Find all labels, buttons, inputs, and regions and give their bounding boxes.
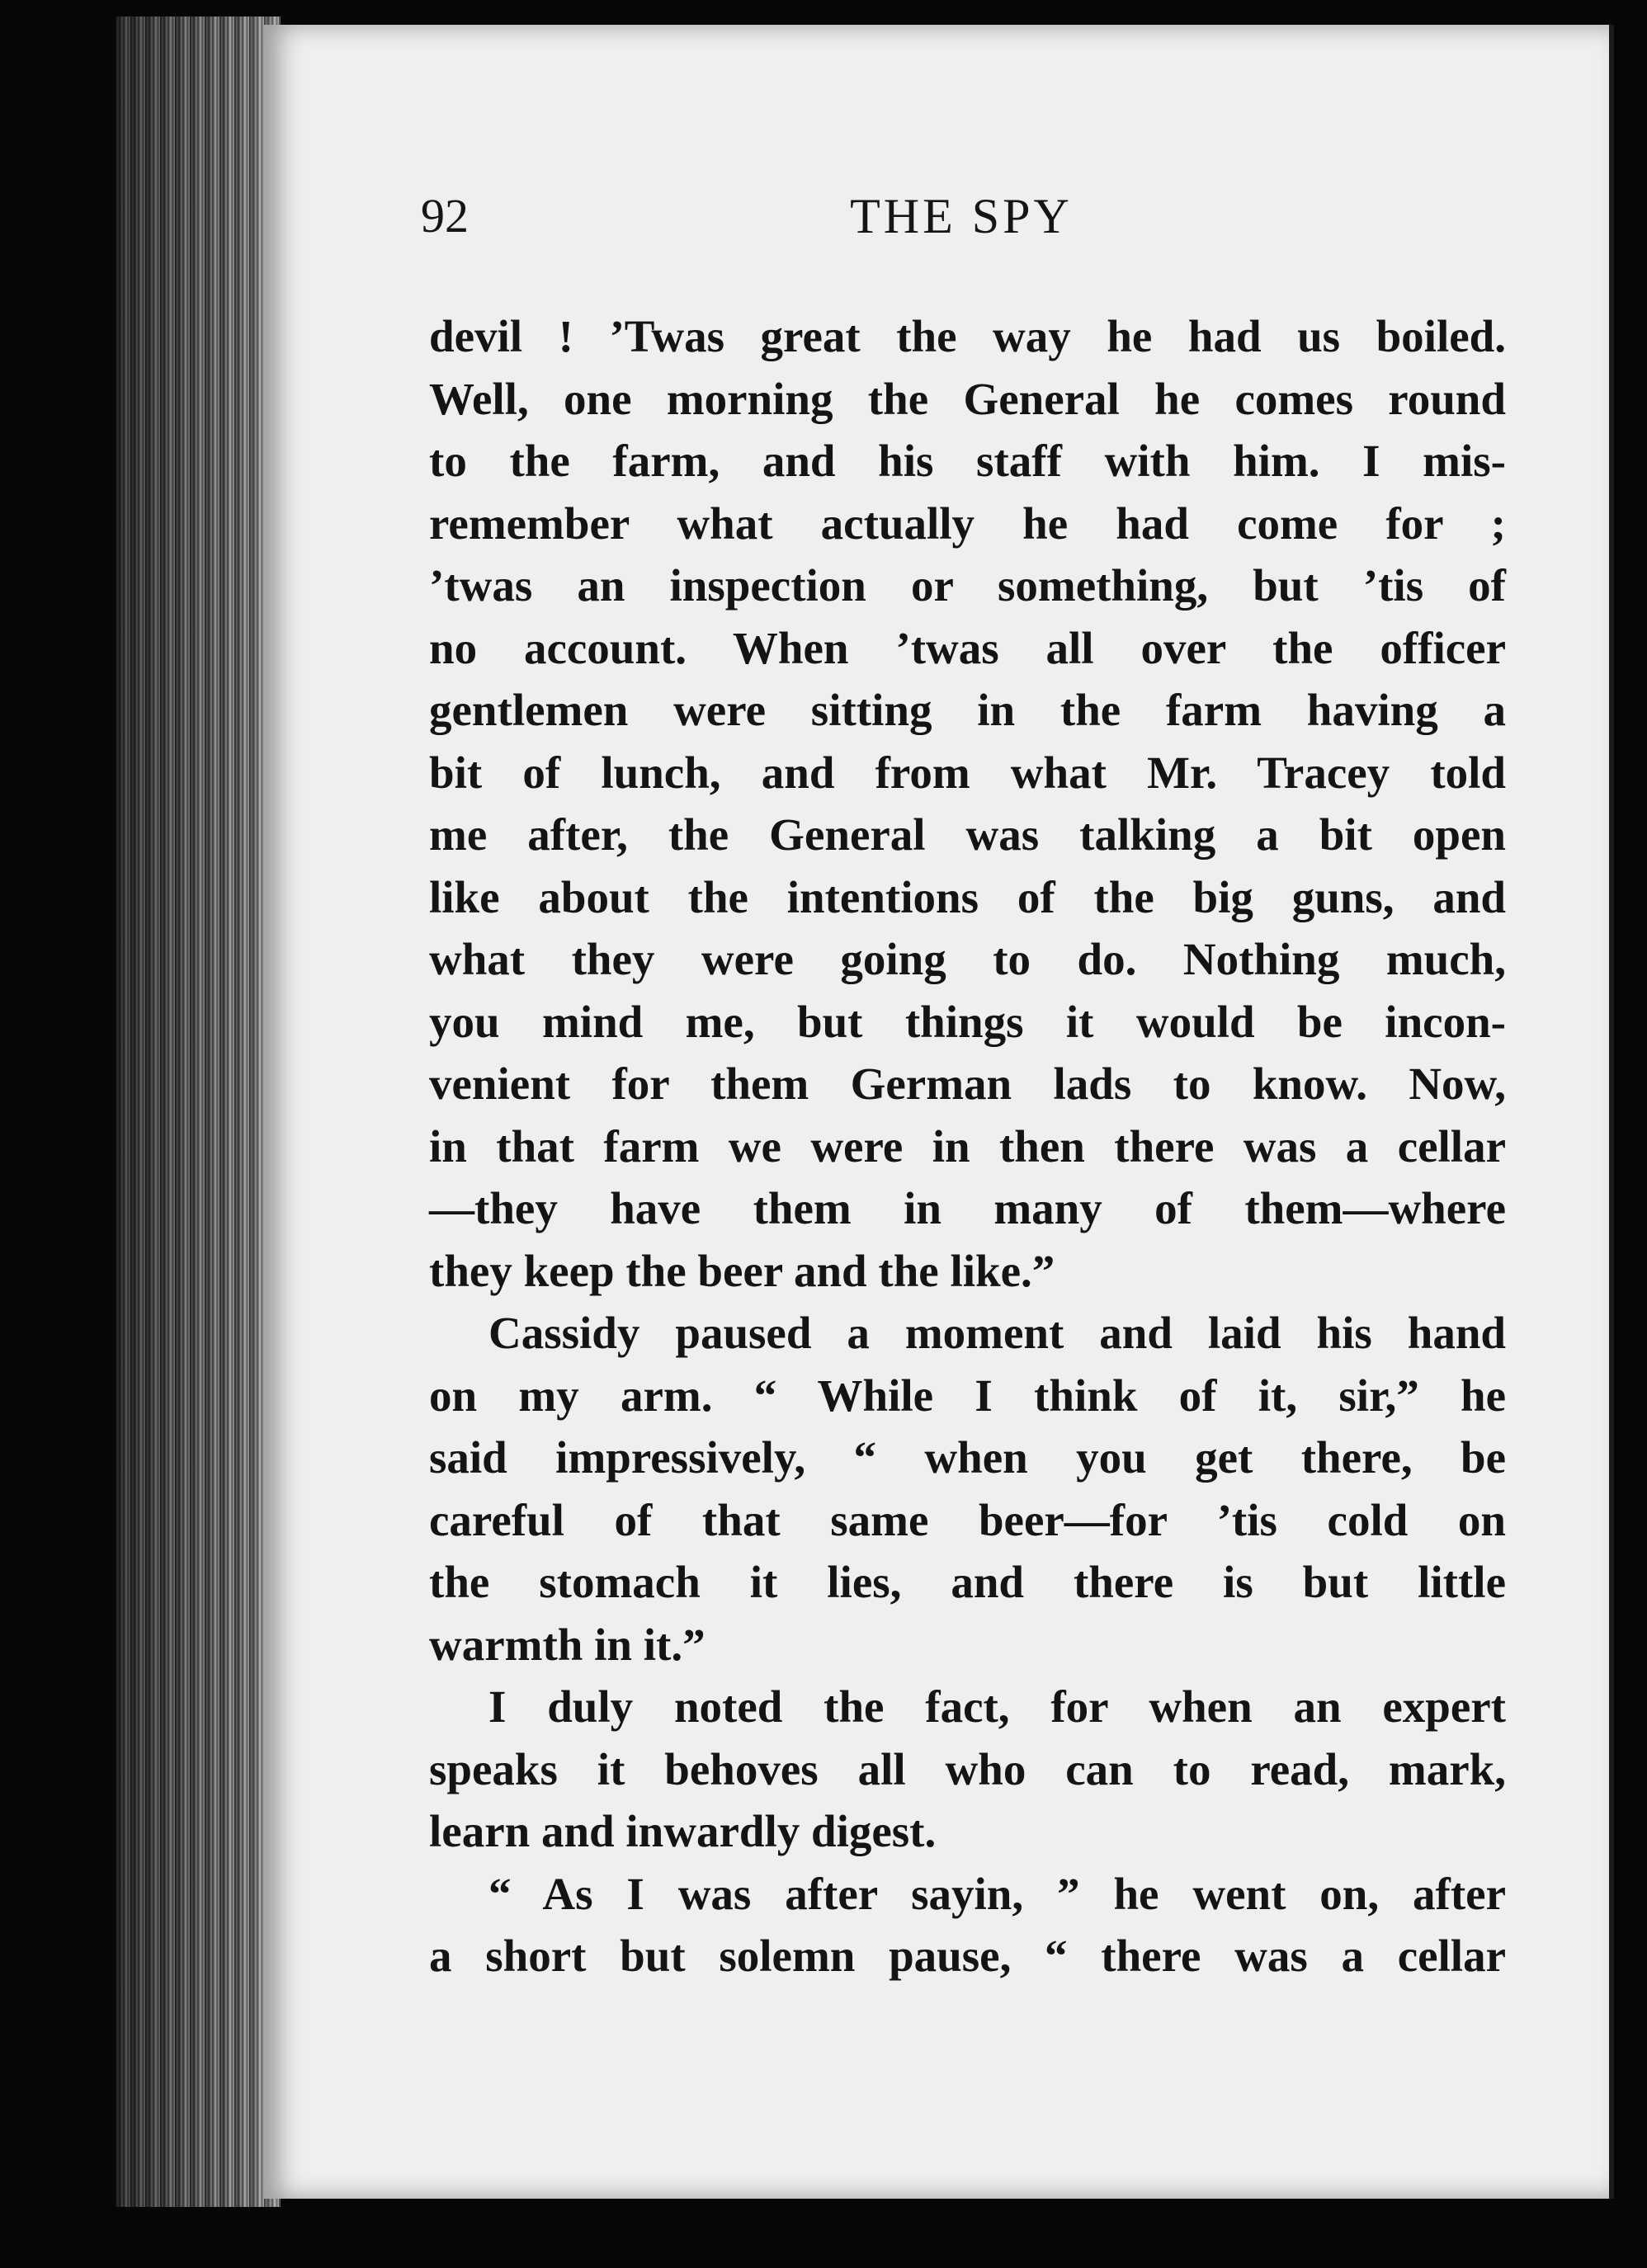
text-line: in that farm we were in then there was a cellar: [429, 1120, 1506, 1172]
text-line: a short but solemn pause, “ there was a cellar: [429, 1931, 1506, 1981]
running-title: THE SPY: [850, 189, 1073, 243]
text-line: devil ! ’Twas great the way he had us boiled.: [429, 311, 1506, 361]
text-line: no account. When ’twas all over the officer: [429, 622, 1506, 673]
text-line: “ As I was after sayin, ” he went on, after: [488, 1868, 1506, 1919]
text-line: careful of that same beer—for ’tis cold on: [429, 1494, 1506, 1545]
page-number: 92: [421, 189, 469, 243]
text-line: speaks it behoves all who can to read, mark,: [429, 1743, 1506, 1794]
text-line: me after, the General was talking a bit open: [429, 809, 1506, 860]
text-line: Cassidy paused a moment and laid his hand: [488, 1308, 1506, 1358]
text-line: I duly noted the fact, for when an expert: [488, 1681, 1506, 1732]
text-line: warmth in it.”: [429, 1619, 706, 1670]
text-line: —they have them in many of them—where: [429, 1183, 1506, 1233]
text-line: like about the intentions of the big guns, and: [429, 871, 1506, 922]
text-line: on my arm. “ While I think of it, sir,” he: [429, 1370, 1506, 1421]
text-line: to the farm, and his staff with him. I mis-: [429, 436, 1506, 486]
text-line: said impressively, “ when you get there, be: [429, 1432, 1506, 1483]
text-line: venient for them German lads to know. Now,: [429, 1059, 1506, 1109]
text-line: you mind me, but things it would be incon-: [429, 996, 1506, 1047]
book-page-edges: [116, 17, 281, 2207]
page-right-border: [1609, 25, 1614, 2199]
text-line: what they were going to do. Nothing much,: [429, 934, 1506, 984]
page-header: [421, 188, 1502, 254]
text-line: they keep the beer and the like.”: [429, 1245, 1055, 1296]
text-line: Well, one morning the General he comes round: [429, 373, 1506, 424]
text-line: bit of lunch, and from what Mr. Tracey told: [429, 747, 1506, 798]
text-line: remember what actually he had come for ;: [429, 497, 1506, 549]
text-line: learn and inwardly digest.: [429, 1806, 937, 1856]
text-line: gentlemen were sitting in the farm having a: [429, 685, 1506, 735]
text-line: the stomach it lies, and there is but little: [429, 1557, 1506, 1607]
text-line: ’twas an inspection or something, but ’tis of: [429, 560, 1506, 611]
body-text: [429, 305, 1506, 1987]
